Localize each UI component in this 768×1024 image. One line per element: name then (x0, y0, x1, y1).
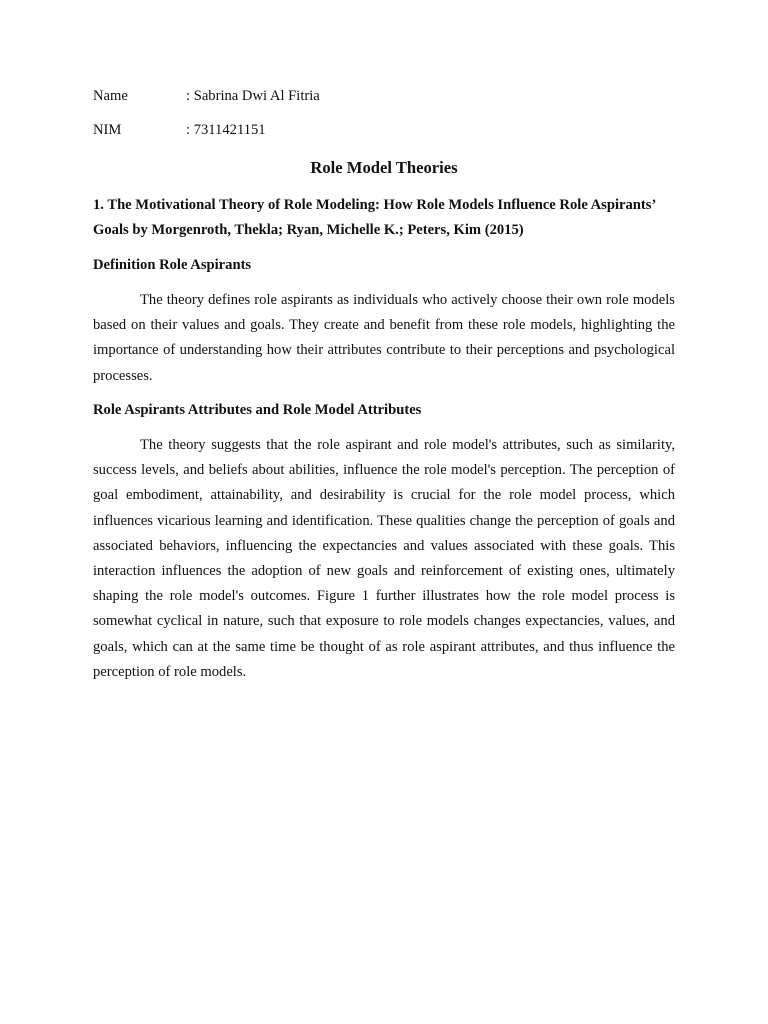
nim-row (93, 120, 675, 140)
attributes-heading: Role Aspirants Attributes and Role Model Attributes (93, 402, 422, 418)
paper-heading: 1. The Motivational Theory of Role Modeling: How Role Models Influence Role Aspirants’ Goals by Morgenroth, Thekla; Ryan, Michelle K.; Peters, Kim (2015) (93, 197, 656, 238)
name-value: : Sabrina Dwi Al Fitria (186, 88, 320, 104)
nim-label: NIM (93, 122, 122, 138)
definition-heading: Definition Role Aspirants (93, 257, 252, 273)
page-title: Role Model Theories (310, 158, 458, 177)
nim-value: : 7311421151 (186, 122, 266, 138)
definition-paragraph: The theory defines role aspirants as individuals who actively choose their own role models based on their values and goals. They create and benefit from these role models, highlighting the importance of understanding how their attributes contribute to their perceptions and psychological processes. (93, 292, 675, 384)
attributes-paragraph: The theory suggests that the role aspirant and role model's attributes, such as similarity, success levels, and beliefs about abilities, influence the role model's perception. The perception of goal embodiment, attainability, and desirability is crucial for the role model process, which influences vicarious learning and identification. These qualities change the perception of goals and associated behaviors, influencing the expectancies and values associated with these goals. This interaction influences the adoption of new goals and reinforcement of existing ones, ultimately shaping the role model's outcomes. Figure 1 further illustrates how the role model process is somewhat cyclical in nature, such that exposure to role models changes expectancies, values, and goals, which can at the same time be thought of as role aspirant attributes, and thus influence the perception of role models. (93, 437, 675, 680)
name-label: Name (93, 88, 128, 104)
name-row (93, 86, 675, 106)
